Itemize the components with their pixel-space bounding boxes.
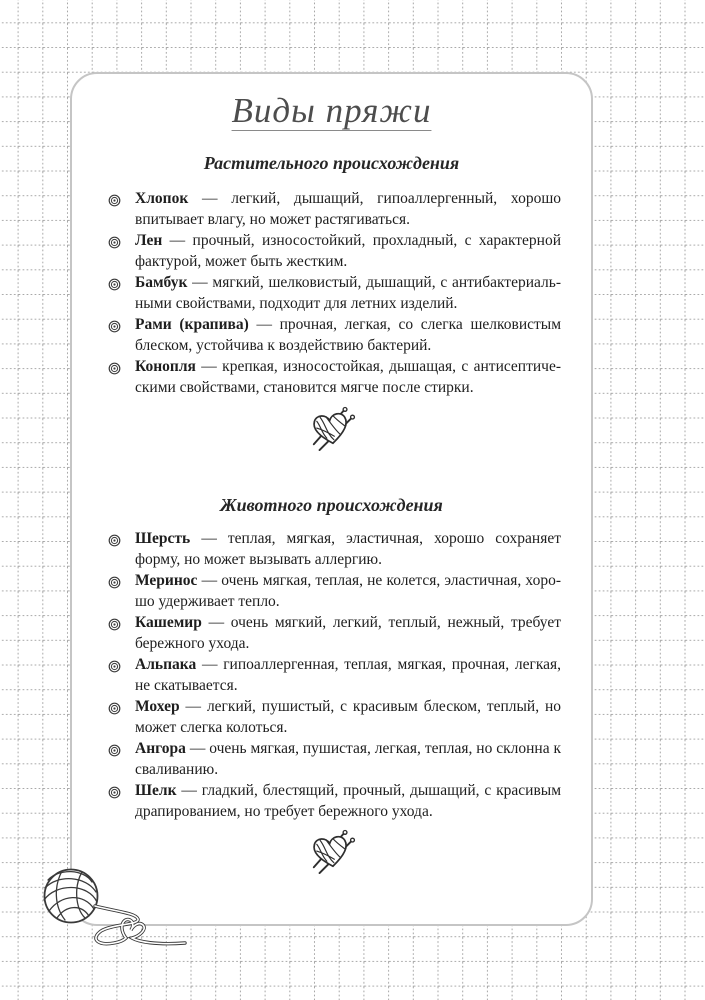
yarn-term: Мохер	[135, 698, 180, 715]
dash-separator: —	[169, 232, 186, 249]
list-item	[135, 314, 561, 356]
page-title	[72, 90, 591, 132]
yarn-description: крепкая, износостойкая, дышащая, с антисептическими свойствами, становится мягче после стирки.	[135, 358, 562, 396]
list-item	[135, 570, 561, 612]
yarn-description: очень мягкий, легкий, теплый, нежный, требует бережного ухода.	[135, 614, 562, 652]
page-title-text: Виды пряжи	[231, 91, 432, 130]
list-item	[135, 612, 561, 654]
yarn-term: Шелк	[135, 782, 177, 799]
list-item	[135, 188, 561, 230]
yarn-spiral-bullet-icon	[108, 742, 121, 755]
heart-yarn-ball-with-needles-icon	[307, 828, 357, 874]
dash-separator: —	[201, 358, 217, 375]
content-card	[70, 72, 593, 926]
list-item	[135, 780, 561, 822]
list-item	[135, 528, 561, 570]
yarn-term: Шерсть	[135, 530, 191, 547]
yarn-spiral-bullet-icon	[108, 700, 121, 713]
yarn-term: Альпака	[135, 656, 197, 673]
dash-separator: —	[201, 656, 218, 673]
yarn-spiral-bullet-icon	[108, 234, 121, 247]
yarn-spiral-bullet-icon	[108, 318, 121, 331]
yarn-term: Кашемир	[135, 614, 202, 631]
section-animal-origin	[72, 495, 591, 822]
section-heading-animal: Животного происхождения	[220, 495, 443, 515]
dash-separator: —	[201, 530, 217, 547]
yarn-spiral-bullet-icon	[108, 192, 121, 205]
yarn-description: легкий, пушистый, с красивым блеском, теплый, но может слегка колоться.	[135, 698, 562, 736]
yarn-spiral-bullet-icon	[108, 360, 121, 373]
yarn-description: прочная, легкая, со слегка шелковистым блеском, устойчива к воздействию бактерий.	[135, 316, 562, 354]
yarn-description: гипоаллергенная, теплая, мягкая, прочная, легкая, не скатывается.	[135, 656, 561, 694]
list-item	[135, 738, 561, 780]
yarn-term: Бамбук	[135, 274, 188, 291]
yarn-description: очень мягкая, пушистая, легкая, теплая, но склонна к сваливанию.	[135, 740, 562, 778]
yarn-term: Лен	[135, 232, 163, 249]
dash-separator: —	[202, 190, 218, 207]
yarn-description: гладкий, блестящий, прочный, дышащий, с красивым драпированием, но требует бережного ухода.	[135, 782, 562, 820]
yarn-ball-with-thread-heart-doodle	[38, 856, 198, 956]
yarn-term: Меринос	[135, 572, 198, 589]
yarn-term: Ангора	[135, 740, 186, 757]
dash-separator: —	[201, 572, 218, 589]
yarn-spiral-bullet-icon	[108, 784, 121, 797]
yarn-description: мягкий, шелковистый, дышащий, с антибактериальными свойствами, подходит для летних изделий.	[135, 274, 562, 312]
heart-yarn-ball-with-needles-icon	[307, 405, 357, 451]
plant-yarn-list	[72, 188, 591, 398]
dash-separator: —	[189, 740, 206, 757]
list-item	[135, 230, 561, 272]
yarn-description: прочный, износостойкий, прохладный, с характерной фактурой, может быть жестким.	[135, 232, 562, 270]
yarn-spiral-bullet-icon	[108, 658, 121, 671]
dash-separator: —	[192, 274, 208, 291]
yarn-spiral-bullet-icon	[108, 574, 121, 587]
dash-separator: —	[185, 698, 202, 715]
list-item	[135, 356, 561, 398]
yarn-spiral-bullet-icon	[108, 276, 121, 289]
yarn-spiral-bullet-icon	[108, 532, 121, 545]
section-heading-plant: Растительного происхождения	[203, 153, 460, 173]
dash-separator: —	[256, 316, 272, 333]
list-item	[135, 272, 561, 314]
dash-separator: —	[208, 614, 225, 631]
yarn-term: Хлопок	[135, 190, 189, 207]
dash-separator: —	[181, 782, 197, 799]
yarn-spiral-bullet-icon	[108, 616, 121, 629]
yarn-description: легкий, дышащий, гипоаллергенный, хорошо впитывает влагу, но может растягиваться.	[135, 190, 562, 228]
section-plant-origin	[72, 153, 591, 398]
list-item	[135, 696, 561, 738]
animal-yarn-list	[72, 528, 591, 822]
yarn-term: Рами (крапива)	[135, 316, 249, 333]
yarn-term: Конопля	[135, 358, 196, 375]
list-item	[135, 654, 561, 696]
yarn-description: теплая, мягкая, эластичная, хорошо сохраняет форму, но может вызывать аллергию.	[135, 530, 562, 568]
yarn-description: очень мягкая, теплая, не колется, эластичная, хорошо удерживает тепло.	[135, 572, 561, 610]
